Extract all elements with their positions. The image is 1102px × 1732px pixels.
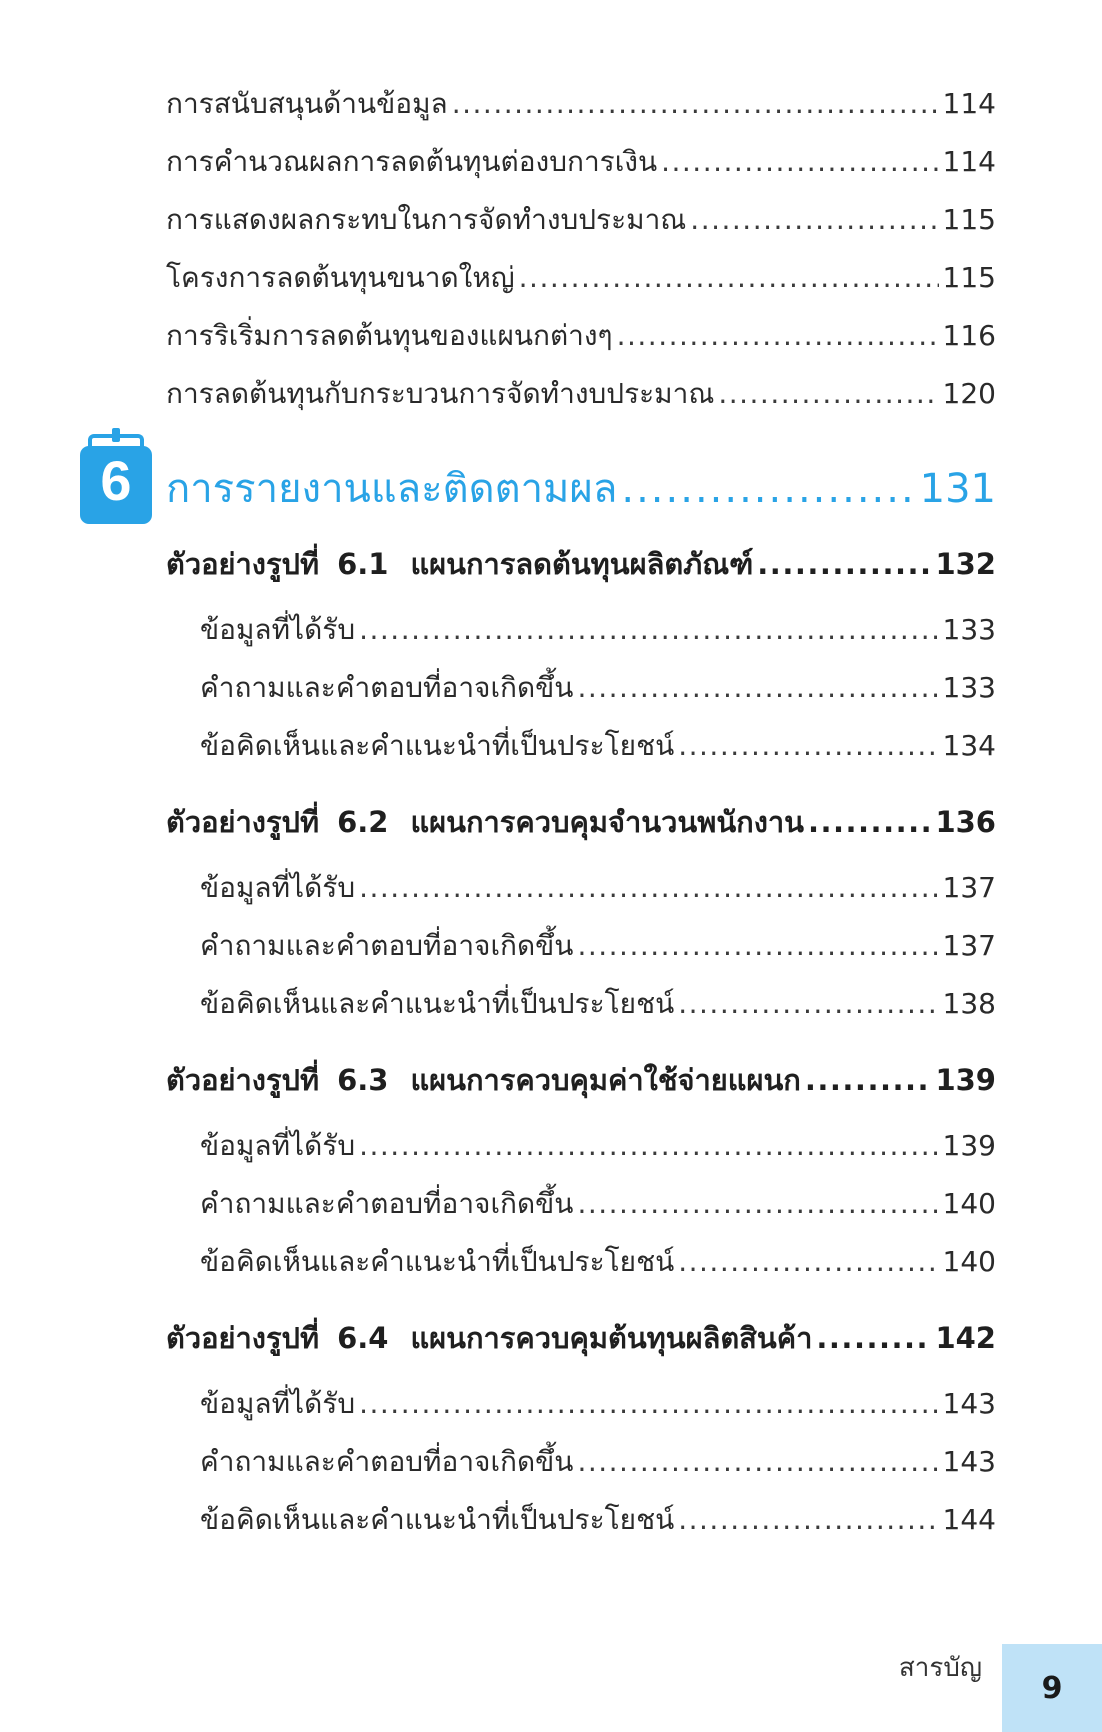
section-number: 6.2: [337, 805, 389, 839]
toc-subentry: [200, 1130, 996, 1162]
dot-leader: [757, 548, 931, 581]
entry-title: ข้อคิดเห็นและคำแนะนำที่เป็นประโยชน์: [200, 987, 675, 1020]
entry-page: 114: [942, 87, 996, 120]
entry-page: 144: [942, 1503, 996, 1536]
entry-title: การริเริ่มการลดต้นทุนของแผนกต่างๆ: [166, 319, 613, 352]
toc-subentry: [200, 672, 996, 704]
toc-subentry: [200, 930, 996, 962]
section-heading: [166, 1322, 996, 1355]
section-number: 6.4: [337, 1321, 389, 1355]
entry-title: การคำนวณผลการลดต้นทุนต่องบการเงิน: [166, 145, 658, 178]
page-number: 9: [1041, 1670, 1063, 1706]
dot-leader: [452, 88, 939, 120]
dot-leader: [577, 930, 938, 962]
entry-page: 137: [942, 871, 996, 904]
dot-leader: [690, 204, 938, 236]
dot-leader: [577, 1446, 938, 1478]
dot-leader: [359, 1130, 938, 1162]
entry-page: 143: [942, 1445, 996, 1478]
section-title: แผนการควบคุมต้นทุนผลิตสินค้า: [410, 1321, 813, 1355]
section-prefix: ตัวอย่างรูปที่: [166, 1063, 320, 1097]
entry-title: การสนับสนุนด้านข้อมูล: [166, 87, 448, 120]
entry-page: 115: [942, 203, 996, 236]
section-page: 142: [935, 1321, 996, 1355]
entry-page: 115: [942, 261, 996, 294]
entry-page: 133: [942, 671, 996, 704]
entry-page: 116: [942, 319, 996, 352]
toc-subentry: [200, 1504, 996, 1536]
entry-title: ข้อมูลที่ได้รับ: [200, 613, 356, 646]
toc-subentry: [200, 614, 996, 646]
dot-leader: [678, 730, 938, 762]
dot-leader: [359, 872, 938, 904]
entry-title: การแสดงผลกระทบในการจัดทำงบประมาณ: [166, 203, 687, 236]
toc-entry: [166, 378, 996, 410]
chapter-title: การรายงานและติดตามผล: [166, 466, 618, 512]
dot-leader: [519, 262, 939, 294]
entry-title: คำถามและคำตอบที่อาจเกิดขึ้น: [200, 671, 574, 704]
section-heading: [166, 1064, 996, 1097]
entry-page: 114: [942, 145, 996, 178]
dot-leader: [678, 1504, 938, 1536]
chapter-number: 6: [100, 449, 132, 512]
entry-title: คำถามและคำตอบที่อาจเกิดขึ้น: [200, 1187, 574, 1220]
entry-page: 140: [942, 1245, 996, 1278]
dot-leader: [577, 672, 938, 704]
toc-subentry: [200, 1388, 996, 1420]
toc-entry: [166, 88, 996, 120]
section-title: แผนการควบคุมค่าใช้จ่ายแผนก: [410, 1063, 801, 1097]
page-number-tab: [1002, 1644, 1102, 1732]
chapter-heading: [166, 466, 996, 512]
entry-title: ข้อมูลที่ได้รับ: [200, 871, 356, 904]
toc-entry: [166, 204, 996, 236]
entry-title: ข้อมูลที่ได้รับ: [200, 1129, 356, 1162]
section-number: 6.1: [337, 547, 389, 581]
toc-subentry: [200, 730, 996, 762]
section-heading: [166, 548, 996, 581]
dot-leader: [617, 320, 939, 352]
footer-label: สารบัญ: [898, 1653, 982, 1683]
section-prefix: ตัวอย่างรูปที่: [166, 1321, 320, 1355]
entry-title: ข้อมูลที่ได้รับ: [200, 1387, 356, 1420]
entry-title: การลดต้นทุนกับกระบวนการจัดทำงบประมาณ: [166, 377, 715, 410]
entry-page: 143: [942, 1387, 996, 1420]
dot-leader: [678, 1246, 938, 1278]
chapter-page: 131: [919, 466, 996, 512]
entry-title: ข้อคิดเห็นและคำแนะนำที่เป็นประโยชน์: [200, 1503, 675, 1536]
entry-title: ข้อคิดเห็นและคำแนะนำที่เป็นประโยชน์: [200, 1245, 675, 1278]
entry-page: 139: [942, 1129, 996, 1162]
section-page: 136: [935, 805, 996, 839]
section-number: 6.3: [337, 1063, 389, 1097]
dot-leader: [718, 378, 938, 410]
section-prefix: ตัวอย่างรูปที่: [166, 805, 320, 839]
chapter-badge: [80, 428, 152, 524]
dot-leader: [678, 988, 938, 1020]
dot-leader: [359, 614, 938, 646]
entry-title: คำถามและคำตอบที่อาจเกิดขึ้น: [200, 1445, 574, 1478]
dot-leader: [805, 1064, 932, 1097]
dot-leader: [808, 806, 931, 839]
dot-leader: [816, 1322, 931, 1355]
dot-leader: [359, 1388, 938, 1420]
entry-title: ข้อคิดเห็นและคำแนะนำที่เป็นประโยชน์: [200, 729, 675, 762]
entry-title: โครงการลดต้นทุนขนาดใหญ่: [166, 261, 515, 294]
entry-title: คำถามและคำตอบที่อาจเกิดขึ้น: [200, 929, 574, 962]
section-title: แผนการควบคุมจำนวนพนักงาน: [410, 805, 804, 839]
section-page: 132: [935, 547, 996, 581]
entry-page: 134: [942, 729, 996, 762]
entry-page: 138: [942, 987, 996, 1020]
section-heading: [166, 806, 996, 839]
toc-entry: [166, 146, 996, 178]
dot-leader: [661, 146, 938, 178]
section-title: แผนการลดต้นทุนผลิตภัณฑ์: [410, 547, 754, 581]
toc-entry: [166, 320, 996, 352]
entry-page: 140: [942, 1187, 996, 1220]
toc-subentry: [200, 872, 996, 904]
entry-page: 137: [942, 929, 996, 962]
toc-subentry: [200, 988, 996, 1020]
toc-subentry: [200, 1446, 996, 1478]
dot-leader: [577, 1188, 938, 1220]
entry-page: 120: [942, 377, 996, 410]
section-page: 139: [935, 1063, 996, 1097]
section-prefix: ตัวอย่างรูปที่: [166, 547, 320, 581]
toc-entry: [166, 262, 996, 294]
toc-subentry: [200, 1246, 996, 1278]
dot-leader: [621, 466, 915, 512]
toc-subentry: [200, 1188, 996, 1220]
entry-page: 133: [942, 613, 996, 646]
